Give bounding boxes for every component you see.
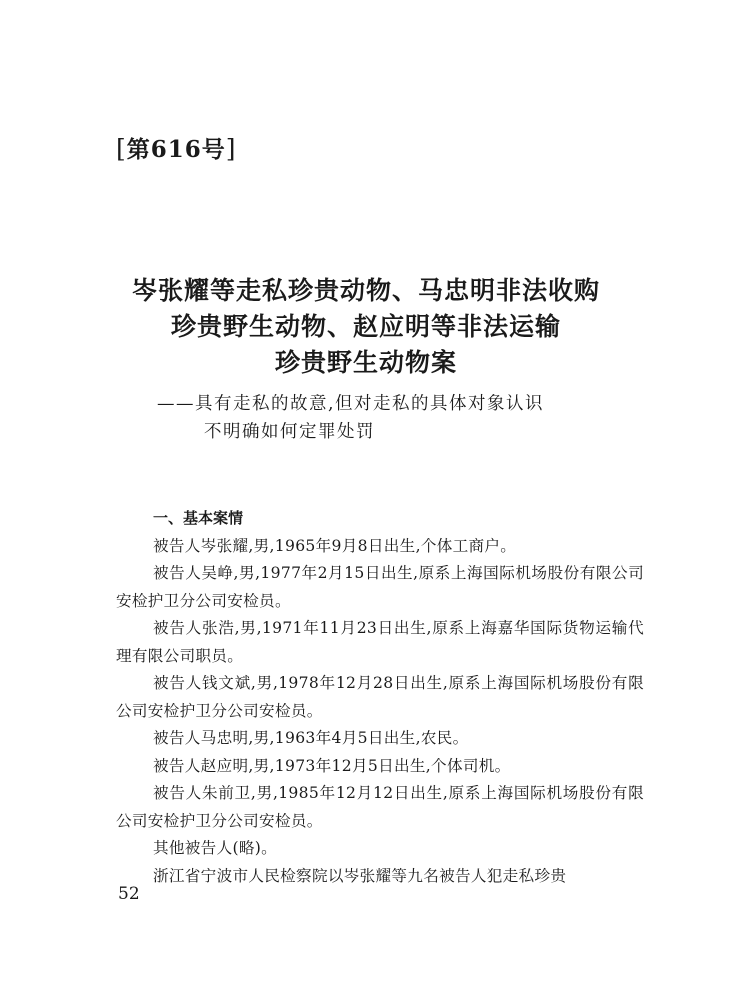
case-subtitle-line-1: ——具有走私的故意,但对走私的具体对象认识: [157, 394, 545, 414]
page-number: 52: [118, 884, 140, 904]
case-subtitle-line-2: 不明确如何定罪处罚: [204, 422, 375, 442]
paragraph: 浙江省宁波市人民检察院以岑张耀等九名被告人犯走私珍贵: [153, 866, 567, 885]
case-body: [116, 505, 644, 890]
paragraph: 被告人岑张耀,男,1965年9月8日出生,个体工商户。: [153, 536, 517, 555]
paragraph: 被告人朱前卫,男,1985年12月12日出生,原系上海国际机场股份有限公司安检护卫分公司安检员。: [116, 784, 644, 830]
case-title-line-2: 珍贵野生动物、赵应明等非法运输: [170, 312, 561, 341]
case-title-line-3: 珍贵野生动物案: [274, 348, 457, 377]
paragraph: 被告人张浩,男,1971年11月23日出生,原系上海嘉华国际货物运输代理有限公司职员。: [116, 619, 644, 665]
case-number-text: 第616号: [126, 136, 226, 163]
paragraph: 被告人马忠明,男,1963年4月5日出生,农民。: [153, 729, 469, 747]
case-number-open-bracket: [: [116, 134, 127, 163]
case-number: [116, 131, 237, 164]
case-title: [0, 273, 732, 381]
case-title-line-1: 岑张耀等走私珍贵动物、马忠明非法收购: [131, 276, 600, 305]
case-subtitle: [157, 390, 544, 446]
paragraph: 被告人赵应明,男,1973年12月5日出生,个体司机。: [153, 756, 511, 775]
section-heading-basic-facts: 一、基本案情: [153, 509, 244, 527]
paragraph: 被告人吴峥,男,1977年2月15日出生,原系上海国际机场股份有限公司安检护卫分公司安检员。: [116, 564, 644, 610]
paragraph: 其他被告人(略)。: [153, 839, 278, 857]
paragraph: 被告人钱文斌,男,1978年12月28日出生,原系上海国际机场股份有限公司安检护卫分公司安检员。: [116, 674, 644, 720]
case-number-close-bracket: ]: [225, 134, 237, 163]
